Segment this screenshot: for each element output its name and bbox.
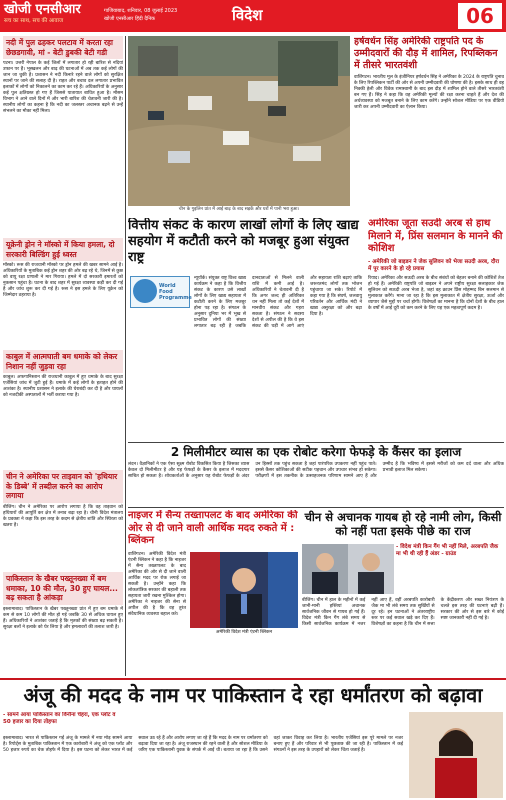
article-blinken: [128, 510, 298, 678]
article-pakistan-blast: [3, 572, 123, 676]
headline-robot: 2 मिलीमीटर व्यास का एक रोबोट करेगा फेफड़े के कैंसर का इलाज: [170, 445, 462, 459]
article-robot: [128, 445, 504, 505]
blinken-photo: [190, 552, 298, 628]
wfp-logo-text: World Food Programme: [159, 283, 192, 301]
body-pakistan-blast: इस्लामाबाद। पाकिस्तान के खैबर पख्तूनख्वा प्रांत में हुए बम धमाके में कम से कम 10 लोगों की मौत हो गई जबकि 30 से अधिक घायल हुए हैं। अधिकारियों ने आशंका जताई है कि मृतकों की संख्या बढ़ सकती है। सुरक्षा बलों ने इलाके को घेर लिया है और हमलावरों की तलाश जारी है।: [3, 606, 123, 630]
blinken-illustration: [190, 552, 298, 628]
anju-illustration: [409, 712, 503, 798]
flood-photo: [128, 36, 350, 206]
brand-tagline: सच का साथ, सच की आवाज: [4, 18, 64, 24]
bottom-band: [0, 680, 506, 710]
newspaper-brand: खोजी एनसीआर: [4, 2, 81, 17]
body-kabul: काबुल। अफगानिस्तान की राजधानी काबुल में हुए धमाके के बाद सुरक्षा एजेंसियां जांच में जुटी हुई हैं। धमाके में कई लोगों के हताहत होने की आशंका है। स्थानीय प्रशासन ने इलाके की घेराबंदी कर दी है और घायलों को नजदीकी अस्पतालों में भर्ती कराया गया है।: [3, 375, 123, 398]
body-china-taiwan: बीजिंग। चीन ने अमेरिका पर आरोप लगाया है कि वह ताइवान को हथियारों की आपूर्ति कर क्षेत्र में तनाव बढ़ा रहा है। चीनी विदेश मंत्रालय के प्रवक्ता ने कहा कि इस तरह के कदम से क्षेत्रीय शांति और स्थिरता को खतरा है।: [3, 504, 123, 528]
headline-kabul: काबुल में आत्मघाती बम धमाके को लेकर निशान नहीं जुड़वा रहा: [3, 350, 123, 373]
body-nepal: पटना। उत्तरी नेपाल के कई जिलों में लगातार हो रही बारिश से नदियां उफान पर हैं। भूस्खलन और बाढ़ की घटनाओं में अब तक कई लोगों की जान जा चुकी है। प्रशासन ने नदी किनारे रहने वाले लोगों को सुरक्षित स्थानों पर जाने की सलाह दी है। राहत और बचाव दल लगातार प्रभावित इलाकों में लोगों को निकालने का काम कर रहे हैं। अधिकारियों के अनुसार कई पुल क्षतिग्रस्त हो गए हैं जिससे यातायात बाधित हुआ है। मौसम विभाग ने आने वाले दिनों में और भारी बारिश की चेतावनी जारी की है। स्थानीय लोगों का कहना है कि नदी का जलस्तर अचानक बढ़ने से उन्हें संभलने का मौका नहीं मिला।: [3, 61, 123, 114]
flood-illustration: [128, 36, 350, 206]
body-saudi: रियाद। अमेरिका और सऊदी अरब के बीच संबंधों को बेहतर बनाने की कोशिशें तेज हो गई हैं। अमेरिकी राष्ट्रपति जो बाइडन ने अपने राष्ट्रीय सुरक्षा सलाहकार जेक सुलिवन को सऊदी अरब भेजा है, जहां वह क्राउन प्रिंस मोहम्मद बिन सलमान से मुलाकात करेंगे। माना जा रहा है कि इस मुलाकात में क्षेत्रीय सुरक्षा, ऊर्जा और व्यापार जैसे मुद्दों पर चर्चा होगी। विशेषज्ञों का मानना है कि दोनों देशों के बीच हाल के वर्षों में आई दूरी को कम करने के लिए यह एक महत्वपूर्ण कदम है।: [368, 275, 504, 311]
body-wfp: न्यूयॉर्क। संयुक्त राष्ट्र विश्व खाद्य कार्यक्रम ने कहा है कि वित्तीय संकट के कारण उसे लाखों लोगों के लिए खाद्य सहायता में कटौती करने के लिए मजबूर होना पड़ रहा है। संगठन के अनुसार दुनिया भर में भूख से प्रभावित लोगों की संख्या लगातार बढ़ रही है जबकि दानदाताओं से मिलने वाली राशि में कमी आई है। अधिकारियों ने चेतावनी दी है कि अगर जल्द ही अतिरिक्त धन नहीं मिला तो कई देशों में मानवीय संकट और गहरा सकता है। संगठन ने सदस्य देशों से अपील की है कि वे इस संकट की घड़ी में आगे आएं और सहायता राशि बढ़ाएं ताकि जरूरतमंद लोगों तक भोजन पहुंचाया जा सके। रिपोर्ट में कहा गया है कि संघर्ष, जलवायु परिवर्तन और आर्थिक मंदी ने खाद्य असुरक्षा को और बढ़ा दिया है।: [194, 276, 362, 329]
flood-photo-caption: चीन के गुइलिन प्रांत में आई बाढ़ के बाद सड़कें और घरों में पानी भरा हुआ।: [128, 207, 350, 213]
blinken-photo-caption: अमेरिकी विदेश मंत्री एंटनी ब्लिंकन: [215, 630, 273, 635]
body-anju: इस्लामाबाद। भारत से पाकिस्तान गई अंजू के मामले में नया मोड़ सामने आया है। रिपोर्ट्स के मुताबिक पाकिस्तान में एक कारोबारी ने अंजू को एक प्लॉट और 50 हजार रुपये का चेक तोहफे में दिया है। इस घटना को लेकर भारत में कई सवाल उठ रहे हैं और आरोप लगाए जा रहे हैं कि मदद के नाम पर धर्मांतरण को बढ़ावा दिया जा रहा है। अंजू राजस्थान की रहने वाली है और सोशल मीडिया के जरिए एक पाकिस्तानी युवक के संपर्क में आई थी। बताया जा रहा है कि उसने वहां जाकर विवाह कर लिया है। भारतीय एजेंसियां इस पूरे मामले पर नजर बनाए हुए हैं और परिवार से भी पूछताछ की जा रही है। पाकिस्तान में कई संगठनों ने इस तरह के उपहारों को लेकर चिंता जताई है।: [3, 736, 403, 753]
article-wfp: [128, 218, 364, 440]
wfp-logo: [130, 276, 190, 308]
headline-china-missing: चीन से अचानक गायब हो रहे नामी लोग, किसी को नहीं पता इसके पीछे का राज: [304, 510, 502, 538]
page-number: 06: [458, 3, 502, 29]
article-nepal: [3, 36, 123, 236]
missing-persons-illustration: [302, 544, 394, 594]
body-harsh-vardhan: वाशिंगटन। भारतीय मूल के इंजीनियर हर्षवर्धन सिंह ने अमेरिका के 2024 के राष्ट्रपति चुनाव के लिए रिपब्लिकन पार्टी की ओर से अपनी उम्मीदवारी की घोषणा की है। इसके साथ ही वह निक्की हेली और विवेक रामास्वामी के बाद इस दौड़ में शामिल होने वाले तीसरे भारतवंशी बन गए हैं। सिंह ने कहा कि वह अमेरिकी मूल्यों की रक्षा करना चाहते हैं और देश की अर्थव्यवस्था को मजबूत बनाने के लिए काम करेंगे। उन्होंने सोशल मीडिया पर एक वीडियो जारी कर अपनी उम्मीदवारी का ऐलान किया।: [354, 75, 504, 110]
wfp-logo-icon: [133, 279, 157, 303]
article-china-taiwan: [3, 470, 123, 570]
body-robot: लंदन। वैज्ञानिकों ने एक ऐसा सूक्ष्म रोबोट विकसित किया है जिसका व्यास केवल दो मिलीमीटर है और यह फेफड़ों के कैंसर के इलाज में मददगार साबित हो सकता है। शोधकर्ताओं के अनुसार यह रोबोट फेफड़ों के अंदर उन हिस्सों तक पहुंच सकता है जहां पारंपरिक उपकरण नहीं पहुंच पाते। इससे कैंसर कोशिकाओं की सटीक पहचान और उपचार संभव हो सकेगा। परीक्षणों में इस तकनीक के उत्साहजनक परिणाम सामने आए हैं और उम्मीद है कि भविष्य में इससे मरीजों को कम दर्द वाला और अधिक प्रभावी इलाज मिल सकेगा।: [128, 462, 504, 479]
article-china-missing: [302, 510, 504, 678]
headline-wfp: वित्तीय संकट के कारण लाखों लोगों के लिए खाद्य सहयोग में कटौती करने को मजबूर हुआ संयुक्त राष्ट्र: [128, 218, 359, 265]
horizontal-divider: [128, 442, 504, 443]
headline-pakistan-blast: पाकिस्तान के खैबर पख्तूनख्वा में बम धमाका, 10 की मौत, 30 हुए घायल... बढ़ सकता है आंकड़ा: [3, 572, 123, 605]
dateline: गाजियाबाद, शनिवार, 08 जुलाई 2023: [104, 8, 178, 14]
headline-ukraine-drone: यूक्रेनी ड्रोन ने मॉस्को में किया हमला, दो सरकारी बिल्डिंग हुई ध्वस्त: [3, 238, 123, 261]
body-china-missing: बीजिंग। चीन में हाल के महीनों में कई जानी-मानी हस्तियां अचानक सार्वजनिक जीवन से गायब हो गई हैं। विदेश मंत्री किन गैंग लंबे समय से किसी सार्वजनिक कार्यक्रम में नजर नहीं आए हैं, वहीं अरबपति कारोबारी जैक मा भी लंबे समय तक सुर्खियों से दूर रहे। इन घटनाओं ने अंतरराष्ट्रीय स्तर पर कई सवाल खड़े कर दिए हैं। विशेषज्ञों का कहना है कि चीन में सत्ता के केंद्रीकरण और सख्त नियंत्रण के चलते इस तरह की घटनाएं बढ़ी हैं। सरकार की ओर से इस बारे में कोई स्पष्ट जानकारी नहीं दी गई है।: [302, 598, 504, 627]
headline-nepal: नदी में पुल ढहकर पलटाव में करता रहा छेछडगावी, मां - बेटी डुबकी बेटी गडी: [3, 36, 123, 59]
horizontal-divider-2: [128, 507, 504, 508]
article-kabul: [3, 350, 123, 468]
subhead-saudi: - अमेरिकी जो बाइडन ने जेक सुलिवन को भेजा सउदी अरब, दौरा में पूर कारने के हो रहे प्रयास: [368, 258, 500, 272]
headline-china-taiwan: चीन ने अमेरिका पर ताइवान को 'हथियार के डिब्बे' में तब्दील करने का आरोप लगाया: [3, 470, 123, 503]
qin-gang-photo: [302, 544, 394, 594]
article-harsh-vardhan: [354, 36, 504, 216]
column-divider: [125, 36, 126, 676]
anju-photo: [409, 712, 503, 798]
article-anju: [3, 712, 503, 798]
subhead-anju: - सामने आया पाकिस्तान का विनौना चेहरा, एक प्लॉट व 50 हजार का दिया तोहफा: [3, 712, 116, 725]
body-blinken: वाशिंगटन। अमेरिकी विदेश मंत्री एंटनी ब्लिंकन ने कहा है कि नाइजर में सैन्य तख्तापलट के बाद अमेरिका की ओर से दी जाने वाली आर्थिक मदद पर रोक लगाई जा सकती है। उन्होंने कहा कि लोकतांत्रिक सरकार की बहाली तक सहायता जारी रखना मुश्किल होगा। अमेरिका ने नाइजर की सेना से अपील की है कि वह तुरंत संवैधानिक व्यवस्था बहाल करे।: [128, 552, 186, 617]
body-ukraine-drone: मॉस्को। रूस की राजधानी मॉस्को पर ड्रोन हमले की खबर सामने आई है। अधिकारियों के मुताबिक कई ड्रोन शहर की ओर बढ़ रहे थे, जिनमें से कुछ को वायु रक्षा प्रणाली ने मार गिराया। हमले में दो सरकारी इमारतों को नुकसान पहुंचा है। घटना के बाद शहर में सुरक्षा व्यवस्था कड़ी कर दी गई है और जांच शुरू कर दी गई है। रूस ने इस हमले के लिए यूक्रेन को जिम्मेदार ठहराया है।: [3, 263, 123, 298]
headline-blinken: नाइजर में सैन्य तख्तापलट के बाद अमेरिका की ओर से दी जाने वाली आर्थिक मदद रुकते में : ब्लिंकन: [128, 510, 298, 546]
headline-harsh-vardhan: हर्षवर्धन सिंह अमेरिकी राष्ट्रपति पद के उम्मीदवारों की दौड़ में शामिल, रिपब्लिकन में तीसरे भारतवंशी: [354, 36, 498, 71]
section-title: विदेश: [232, 6, 263, 24]
subhead-china-missing: - विदेश मंत्री किन गैंग भी नहीं मिले, अरबपति जैक मा भी थी रही हैं अंडर - ग्राउंड: [396, 544, 499, 557]
headline-anju: अंजू की मदद के नाम पर पाकिस्तान दे रहा धर्मांतरण को बढ़ावा: [23, 683, 483, 707]
article-saudi: [368, 218, 504, 440]
masthead: [0, 0, 506, 32]
article-ukraine-drone: [3, 238, 123, 348]
headline-saudi: अमेरिका जूता सउदी अरब से हाथ मिलाने में, प्रिंस सलमान के मानने की कोशिश: [368, 218, 503, 254]
edition-line: खोजी एनसीआर हिंदी दैनिक: [104, 16, 155, 22]
